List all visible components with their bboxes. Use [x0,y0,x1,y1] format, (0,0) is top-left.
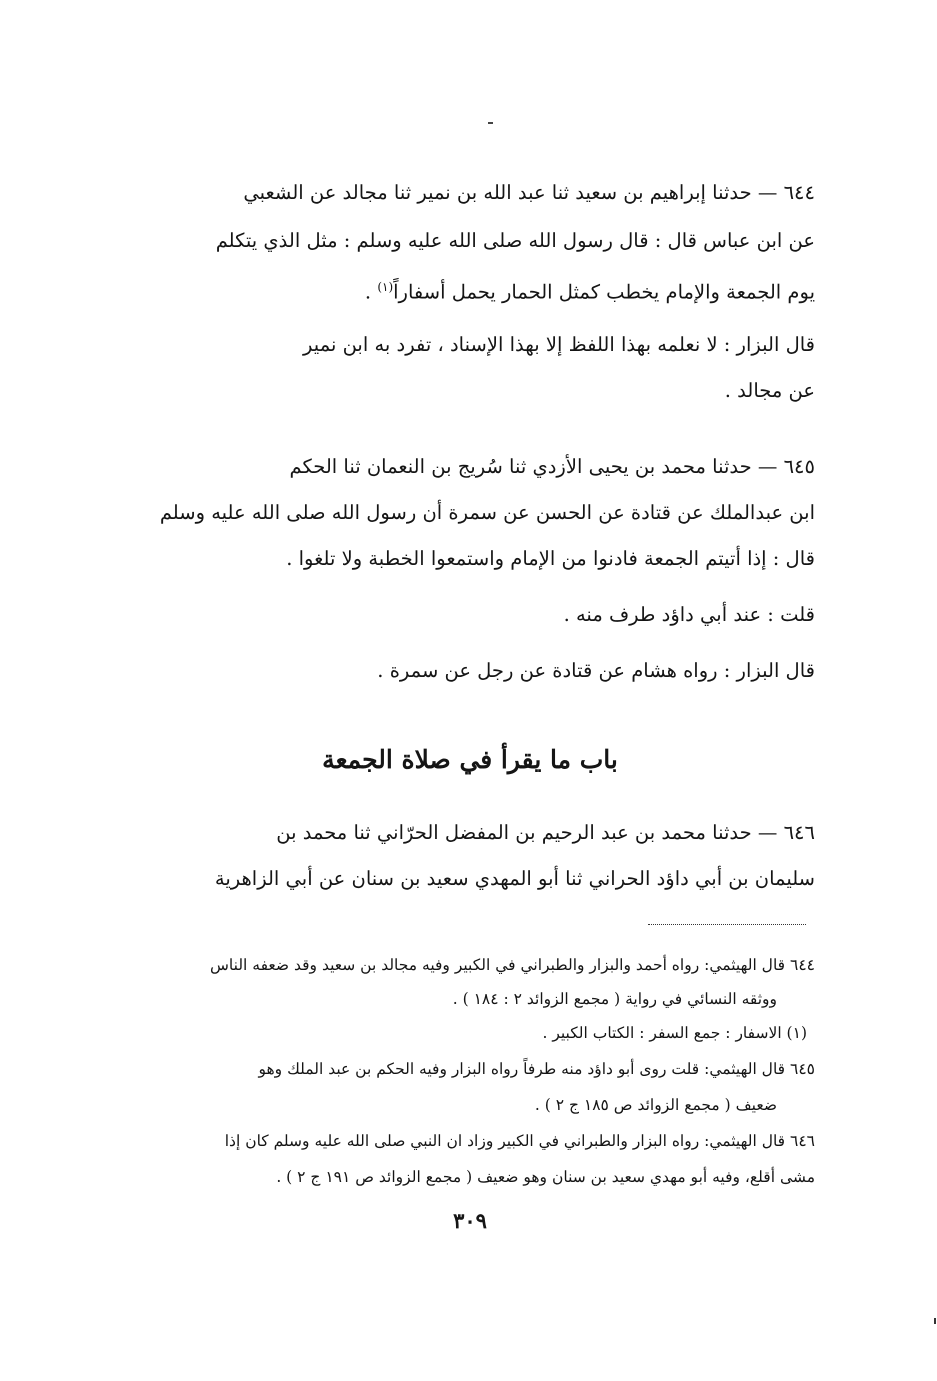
footnote-separator [648,924,806,925]
footnote-645-line-1: ٦٤٥ قال الهيثمي: قلت روى أبو داؤد منه طرفاً رواه البزار وفيه الحكم بن عبد الملك وهو [258,1060,815,1078]
hadith-646-line-2: سليمان بن أبي داؤد الحراني ثنا أبو المهدي سعيد بن سنان عن أبي الزاهرية [214,867,815,890]
page-number: ٣٠٩ [453,1208,487,1233]
hadith-645-line-3: قال : إذا أتيتم الجمعة فادنوا من الإمام واستمعوا الخطبة ولا تلغوا . [286,547,815,570]
hadith-644-line-1: ٦٤٤ — حدثنا إبراهيم بن سعيد ثنا عبد الله بن نمير ثنا مجالد عن الشعبي [243,181,815,204]
ink-speck [488,122,493,124]
hadith-644-line-2: عن ابن عباس قال : قال رسول الله صلى الله عليه وسلم : مثل الذي يتكلم [215,229,815,252]
bazzar-comment-644-line-1: قال البزار : لا نعلمه بهذا اللفظ إلا بهذا الإسناد ، تفرد به ابن نمير [303,333,815,356]
hadith-645-note-1: قلت : عند أبي داؤد طرف منه . [563,603,815,626]
footnote-ref-1: (١) الاسفار : جمع السفر : الكتاب الكبير . [542,1024,807,1042]
chapter-heading: باب ما يقرأ في صلاة الجمعة [322,745,618,774]
hadith-644-line-3 [315,272,815,306]
footnote-646-line-2: مشى أقلع، وفيه أبو مهدي سعيد بن سنان وهو ضعيف ( مجمع الزوائد ص ١٩١ ج ٢ ) . [276,1168,815,1186]
hadith-645-note-2: قال البزار : رواه هشام عن قتادة عن رجل عن سمرة . [377,659,815,682]
footnote-645-line-2: ضعيف ( مجمع الزوائد ص ١٨٥ ج ٢ ) . [534,1096,777,1114]
footnote-644-line-2: ووثقه النسائي في رواية ( مجمع الزوائد ٢ : ١٨٤ ) . [452,990,777,1008]
hadith-644-line-3-end: . [364,280,378,304]
scan-edge-mark [934,1318,936,1324]
hadith-645-line-1: ٦٤٥ — حدثنا محمد بن يحيى الأزدي ثنا سُريج بن النعمان ثنا الحكم [289,455,815,478]
hadith-645-line-2: ابن عبدالملك عن قتادة عن الحسن عن سمرة أن رسول الله صلى الله عليه وسلم [159,501,815,524]
hadith-644-line-3-text: يوم الجمعة والإمام يخطب كمثل الحمار يحمل أسفاراً [393,280,815,304]
footnote-644-line-1: ٦٤٤ قال الهيثمي: رواه أحمد والبزار والطبراني في الكبير وفيه مجالد بن سعيد وقد ضعفه الناس [210,956,815,974]
bazzar-comment-644-line-2: عن مجالد . [724,379,815,402]
hadith-646-line-1: ٦٤٦ — حدثنا محمد بن عبد الرحيم بن المفضل الحرّاني ثنا محمد بن [276,821,815,844]
footnote-reference-1: (١) [377,280,394,294]
footnote-646-line-1: ٦٤٦ قال الهيثمي: رواه البزار والطبراني في الكبير وزاد ان النبي صلى الله عليه وسلم كان إذا [224,1132,815,1150]
